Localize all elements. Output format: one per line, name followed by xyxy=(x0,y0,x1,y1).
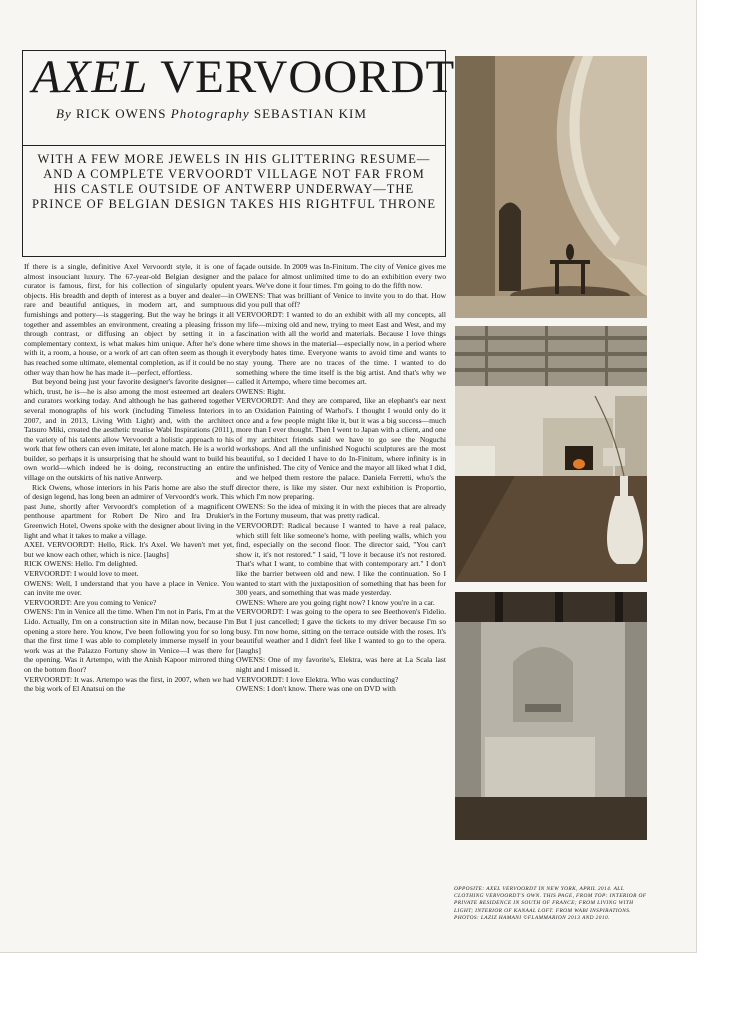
interview-line: OWENS: So the idea of mixing it in with the pieces that are already in the Fortuny museum, that was pretty radical. xyxy=(236,501,446,521)
paragraph: If there is a single, definitive Axel Vervoordt style, it is one of almost insouciant luxury. The 67-year-old Belgian designer and curator is famous, first, for his collection of singularly opulent objects. His breadth and depth of interest as a buyer and dealer—in rare and beautiful antiques, in modern art, and sumptuous furnishings and pottery—is staggering. But the way he brings it all together and assembles an environment, creating a pleasing frisson through contrast, or diffusing an object by setting it in a complementary context, is what makes him unique. After he's done with it, a room, a house, or a work of art can often seem as though it has reached some ultimate, elemental completion, as if it could be no other way than how he has made it—perfect, effortless. xyxy=(24,262,234,377)
interview-line: OWENS: That was brilliant of Venice to invite you to do that. How did you pull that off? xyxy=(236,290,446,310)
photo-loft-alcove xyxy=(455,592,647,840)
byline-author: RICK OWENS xyxy=(75,106,167,121)
byline-photographer: SEBASTIAN KIM xyxy=(253,106,367,121)
title-first-name: AXEL xyxy=(32,51,149,103)
interview-line: VERVOORDT: And they are compared, like an elephant's ear next to an Oxidation Painting of Warhol's. I thought I would only do it once and a few people might like it, but it was a big success—much more than I ever thought. Then I went to Japan with a client, and one of my architect friends said we have to go see the Noguchi workshops. And all the unfinished Noguchi sculptures are the most beautiful, so I decided I have to do In-Finitum, where infinity is in the unfinished. The city of Venice and the mayor all liked what I did, and we helped them restore the palace. Daniela Ferretti, who's the director there, is like my sister. Our next exhibition is Proportio, which I'm now preparing. xyxy=(236,396,446,502)
photo-caption: OPPOSITE: AXEL VERVOORDT IN NEW YORK, APRIL 2014. ALL CLOTHING VERVOORDT'S OWN. THIS PAGE, FROM TOP: INTERIOR OF PRIVATE RESIDENCE IN SOUTH OF FRANCE; FROM LIVING WITH LIGHT; INTERIOR OF KANAAL LOFT. FROM WABI INSPIRATIONS. PHOTOS: LAZIZ HAMANI ©FLAMMARION 2013 AND 2010. xyxy=(454,886,647,921)
interview-line: VERVOORDT: Radical because I wanted to have a real palace, which still felt like someone's home, with peeling walls, which you find, especially on the second floor. The director said, "You can't show it, it's not restored." I said, "I love it because it's not restored. That's what I want, to combine that with contemporary art." I don't like the barrier between old and new. I like the continuation. So I wanted to start with the juxtaposition of something that has been for 300 years, and something that was made yesterday. xyxy=(236,521,446,598)
byline-by: By xyxy=(56,106,72,121)
interview-line: façade outside. In 2009 was In-Finitum. The city of Venice gives me the palace for almost unlimited time to do an exhibition every two years. We've done it four times. I'm going to do the fifth now. xyxy=(236,262,446,291)
interview-line: OWENS: I don't know. There was one on DVD with xyxy=(236,684,396,694)
interview-line: VERVOORDT: Are you coming to Venice? xyxy=(24,597,157,607)
interview-line: RICK OWENS: Hello. I'm delighted. xyxy=(24,559,138,569)
loft-alcove-illustration xyxy=(455,592,647,840)
photo-stair-hall xyxy=(455,56,647,318)
interview-line: VERVOORDT: I wanted to do an exhibit with all my concepts, all my life—mixing old and new, trying to meet East and West, and my fascination with all the world and materials. Because I love things where time shows in the material—especially now, in a period where everybody hates time. Everyone wants to avoid time and wants to stay young. There are no traces of the time. I wanted to do something where the time itself is the big artist. And that's why we called it Artempo, where time becomes art. xyxy=(236,309,446,387)
deck-text: WITH A FEW MORE JEWELS IN HIS GLITTERING RESUME—AND A COMPLETE VERVOORDT VILLAGE NOT FAR FROM HIS CASTLE OUTSIDE OF ANTWERP UNDERWAY—THE PRINCE OF BELGIAN DESIGN TAKES HIS RIGHTFUL THRONE xyxy=(32,152,436,211)
body-column-2 xyxy=(236,262,446,918)
body-column-1 xyxy=(24,262,234,918)
stair-hall-illustration xyxy=(455,56,647,318)
interview-line: OWENS: One of my favorite's, Elektra, was here at La Scala last night and I missed it. xyxy=(236,655,446,674)
interview-line: OWENS: I'm in Venice all the time. When I'm not in Paris, I'm at the Lido. Actually, I'm on a construction site in Milan now, because I'm opening a store here. You know, I've been following you for so long that the first time I was able to completely immerse myself in your work was at the Palazzo Fortuny show in Venice—I was there for the opening. Was it Artempo, with the Anish Kapoor mirrored thing on the bottom floor? xyxy=(24,607,234,674)
interview-line: AXEL VERVOORDT: Hello, Rick. It's Axel. We haven't met yet, but we know each other, which is nice. [laughs] xyxy=(24,540,234,559)
living-room-illustration xyxy=(455,326,647,582)
interview-line: VERVOORDT: I was going to the opera to see Beethoven's Fidelio. But I just cancelled; I gave the tickets to my driver because I'm so busy. I'm now home, sitting on the terrace outside with the roses. It's beautiful weather and I didn't feel like I wanted to go to the opera. [laughs] xyxy=(236,607,446,655)
interview-line: VERVOORDT: I love Elektra. Who was conducting? xyxy=(236,674,399,684)
interview-line: VERVOORDT: I would love to meet. xyxy=(24,569,139,578)
interview-line: OWENS: Right. xyxy=(236,386,286,396)
interview-line: OWENS: Well, I understand that you have a place in Venice. You can invite me over. xyxy=(24,578,234,598)
byline-photo-label: Photography xyxy=(170,106,250,121)
byline xyxy=(56,106,367,122)
title-last-name: VERVOORDT xyxy=(160,51,456,103)
interview-line: OWENS: Where are you going right now? I know you're in a car. xyxy=(236,597,435,607)
paragraph: But beyond being just your favorite designer's favorite designer—which, trust, he is—he is also among the most esteemed art dealers and curators working today. And although he has gathered together several monographs of his work (including Timeless Interiors in 2007, and in 2013, Living With Light) and, with the architect Tatsuro Miki, created the aesthetic treatise Wabi Inspirations (2011), the variety of his talents allow Vervoordt a holistic approach to his work that few others can even imitate, let alone match. He is a world builder, so perhaps it is unsurprising that he should want to build his own world—which indeed he is doing, reconstructing an entire village on the outskirts of his native Antwerp. xyxy=(24,377,234,483)
paragraph: Rick Owens, whose interiors in his Paris home are also the stuff of design legend, has long been an admirer of Vervoordt's work. This past June, shortly after Vervoordt's completion of a magnificent penthouse apartment for Robert De Niro and Ira Drukier's Greenwich Hotel, Owens spoke with the designer about living in the light and what it takes to make a village. xyxy=(24,482,234,540)
photo-living-room xyxy=(455,326,647,582)
interview-line: VERVOORDT: It was. Artempo was the first, in 2007, when we had the big work of El Anatsui on the xyxy=(24,674,234,694)
article-title xyxy=(32,51,456,103)
